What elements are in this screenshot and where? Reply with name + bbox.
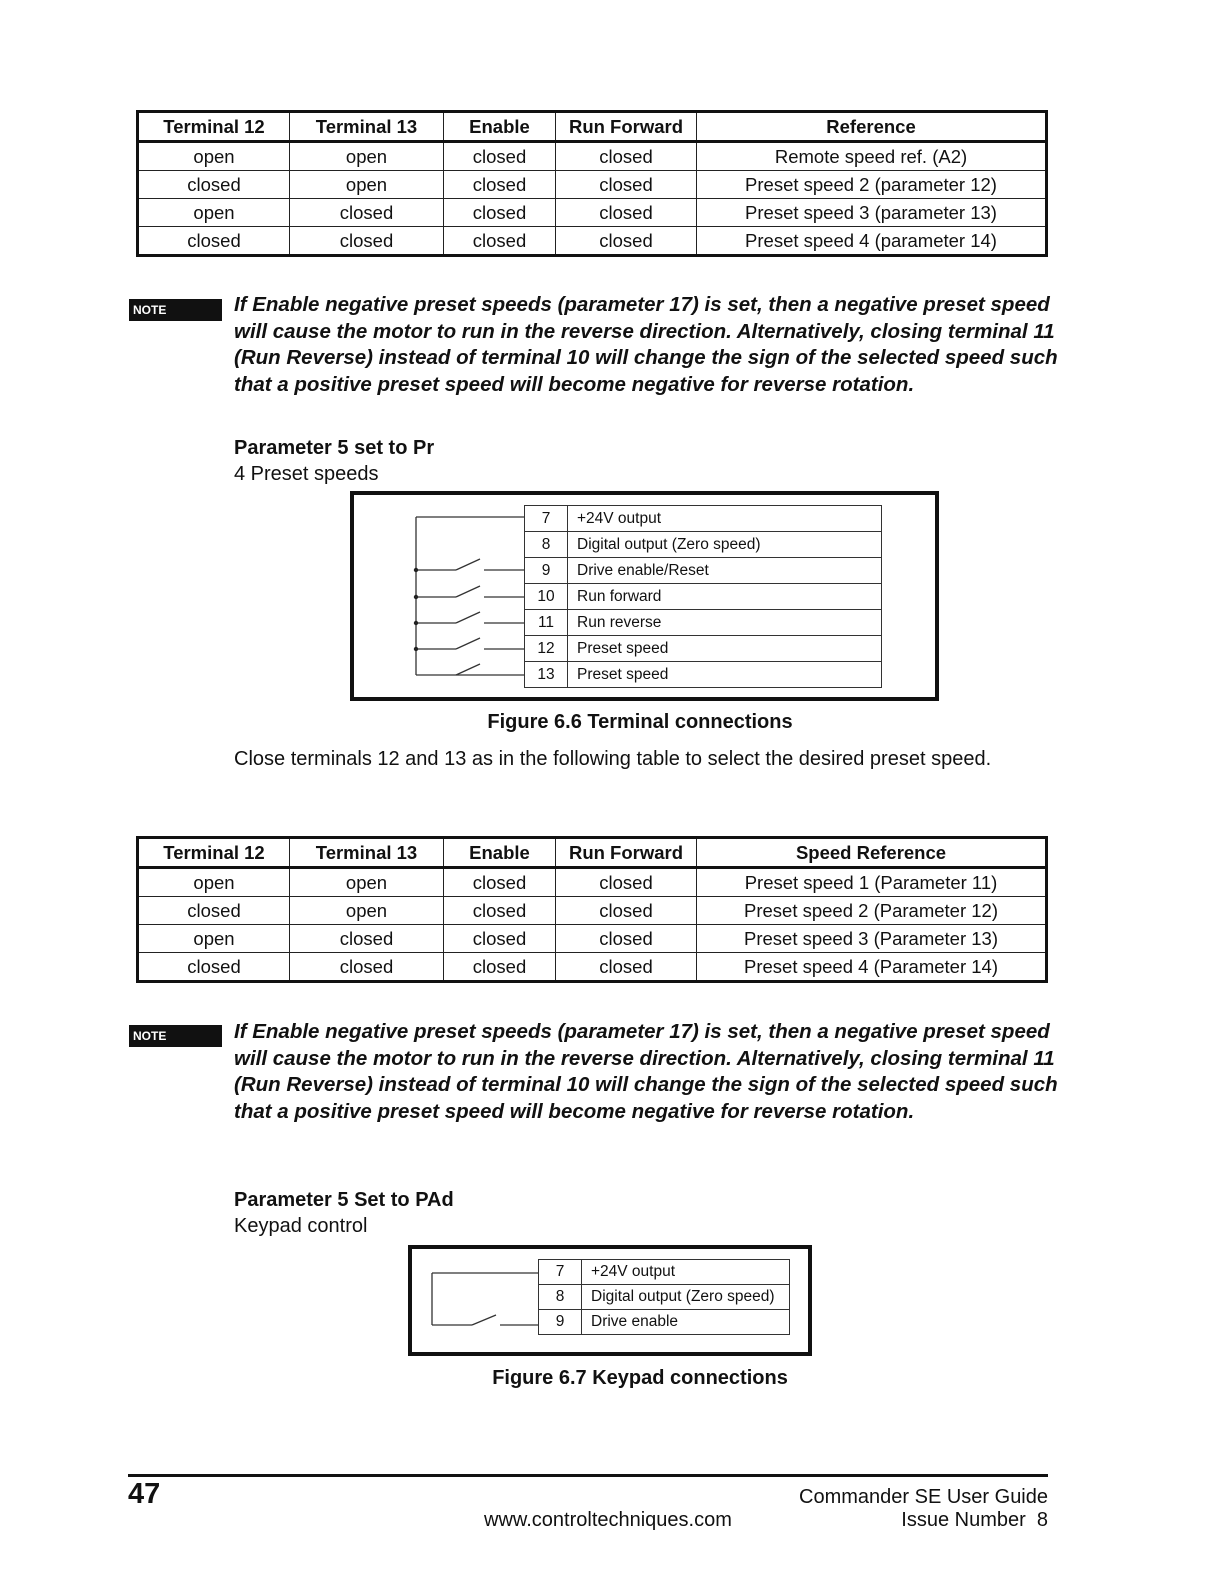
section-heading: Parameter 5 set to Pr: [234, 437, 435, 459]
table-row: [138, 897, 1047, 925]
column-header: Speed Reference: [697, 838, 1047, 868]
note-badge: NOTE: [129, 1025, 222, 1047]
terminal-row: [539, 1260, 790, 1285]
table-row: [138, 171, 1047, 199]
table-cell: closed: [444, 897, 556, 925]
terminal-label: Run reverse: [568, 610, 882, 636]
terminal-row: [525, 610, 882, 636]
table-cell: closed: [444, 953, 556, 982]
terminal-row: [525, 558, 882, 584]
terminal-number: 11: [525, 610, 568, 636]
table-cell: closed: [556, 953, 697, 982]
table-cell: open: [138, 925, 290, 953]
footer-guide-title: Commander SE User Guide: [799, 1486, 1048, 1508]
note-badge: NOTE: [129, 299, 222, 321]
column-header: Reference: [697, 112, 1047, 142]
table-row: [138, 868, 1047, 897]
terminal-label: Drive enable: [582, 1310, 790, 1335]
table-cell: closed: [444, 171, 556, 199]
figure-caption: Figure 6.7 Keypad connections: [492, 1367, 788, 1389]
table-cell: open: [138, 142, 290, 171]
table-cell: closed: [444, 142, 556, 171]
table-header-row: [138, 838, 1047, 868]
table-cell: Preset speed 2 (parameter 12): [697, 171, 1047, 199]
section-subtitle: 4 Preset speeds: [234, 463, 379, 485]
table-cell: closed: [556, 199, 697, 227]
table-cell: open: [290, 171, 444, 199]
terminal-row: [525, 584, 882, 610]
note-text: If Enable negative preset speeds (parameter 17) is set, then a negative preset speed will cause the motor to run in the reverse direction. Alternatively, closing terminal 11 (Run Reverse) instead of terminal 10 will change the sign of the selected speed such that a positive preset speed will become negative for reverse rotation.: [234, 1020, 1058, 1123]
table-cell: closed: [138, 953, 290, 982]
terminal-row: [539, 1285, 790, 1310]
table-cell: closed: [138, 897, 290, 925]
column-header: Run Forward: [556, 838, 697, 868]
terminal-number: 10: [525, 584, 568, 610]
terminal-number: 13: [525, 662, 568, 688]
table-cell: open: [138, 199, 290, 227]
table-cell: closed: [138, 171, 290, 199]
table-cell: closed: [444, 868, 556, 897]
terminal-label: Digital output (Zero speed): [568, 532, 882, 558]
table-cell: closed: [290, 925, 444, 953]
table-header-row: [138, 112, 1047, 142]
terminal-row: [525, 506, 882, 532]
terminal-label: +24V output: [582, 1260, 790, 1285]
table-cell: closed: [556, 142, 697, 171]
table-cell: open: [290, 868, 444, 897]
table-cell: Remote speed ref. (A2): [697, 142, 1047, 171]
terminal-number: 8: [539, 1285, 582, 1310]
table-cell: open: [290, 897, 444, 925]
table-cell: closed: [556, 897, 697, 925]
footer-divider: [128, 1474, 1048, 1477]
table-cell: Preset speed 4 (Parameter 14): [697, 953, 1047, 982]
table-row: [138, 142, 1047, 171]
column-header: Terminal 12: [138, 838, 290, 868]
table-cell: closed: [444, 925, 556, 953]
terminal-row: [525, 662, 882, 688]
figure-caption: Figure 6.6 Terminal connections: [487, 711, 793, 733]
table-row: [138, 953, 1047, 982]
table-row: [138, 925, 1047, 953]
terminal-number: 8: [525, 532, 568, 558]
section-subtitle: Keypad control: [234, 1215, 368, 1237]
terminal-label: Digital output (Zero speed): [582, 1285, 790, 1310]
table-cell: open: [290, 142, 444, 171]
table-row: [138, 199, 1047, 227]
table-cell: Preset speed 3 (Parameter 13): [697, 925, 1047, 953]
note-text: If Enable negative preset speeds (parameter 17) is set, then a negative preset speed will cause the motor to run in the reverse direction. Alternatively, closing terminal 11 (Run Reverse) instead of terminal 10 will change the sign of the selected speed such that a positive preset speed will become negative for reverse rotation.: [234, 293, 1058, 396]
terminal-row: [525, 532, 882, 558]
column-header: Terminal 13: [290, 112, 444, 142]
table-cell: open: [138, 868, 290, 897]
table-cell: closed: [556, 171, 697, 199]
terminal-label: Drive enable/Reset: [568, 558, 882, 584]
terminal-label: Run forward: [568, 584, 882, 610]
column-header: Enable: [444, 112, 556, 142]
table-cell: Preset speed 2 (Parameter 12): [697, 897, 1047, 925]
table-cell: Preset speed 4 (parameter 14): [697, 227, 1047, 256]
table-cell: Preset speed 3 (parameter 13): [697, 199, 1047, 227]
table-cell: Preset speed 1 (Parameter 11): [697, 868, 1047, 897]
terminal-number: 9: [525, 558, 568, 584]
column-header: Run Forward: [556, 112, 697, 142]
table-cell: closed: [290, 227, 444, 256]
keypad-terminal-table: [538, 1259, 790, 1335]
table-cell: closed: [138, 227, 290, 256]
table-cell: closed: [556, 227, 697, 256]
column-header: Enable: [444, 838, 556, 868]
terminal-row: [525, 636, 882, 662]
table-cell: closed: [444, 199, 556, 227]
terminal-table: [524, 505, 882, 688]
reference-table: [136, 110, 1048, 257]
terminal-number: 12: [525, 636, 568, 662]
instruction-text: Close terminals 12 and 13 as in the following table to select the desired preset speed.: [234, 748, 992, 770]
page-number: 47: [128, 1478, 161, 1510]
table-cell: closed: [290, 199, 444, 227]
footer-website: www.controltechniques.com: [484, 1509, 732, 1531]
terminal-number: 7: [539, 1260, 582, 1285]
terminal-row: [539, 1310, 790, 1335]
terminal-label: Preset speed: [568, 662, 882, 688]
table-cell: closed: [444, 227, 556, 256]
terminal-number: 7: [525, 506, 568, 532]
footer-issue: Issue Number 8: [901, 1509, 1048, 1531]
terminal-number: 9: [539, 1310, 582, 1335]
column-header: Terminal 13: [290, 838, 444, 868]
table-cell: closed: [556, 925, 697, 953]
terminal-label: Preset speed: [568, 636, 882, 662]
terminal-connections-figure: [350, 491, 939, 701]
column-header: Terminal 12: [138, 112, 290, 142]
terminal-label: +24V output: [568, 506, 882, 532]
section-heading: Parameter 5 Set to PAd: [234, 1189, 454, 1211]
table-cell: closed: [290, 953, 444, 982]
table-row: [138, 227, 1047, 256]
table-cell: closed: [556, 868, 697, 897]
keypad-connections-figure: [408, 1245, 812, 1356]
speed-reference-table: [136, 836, 1048, 983]
